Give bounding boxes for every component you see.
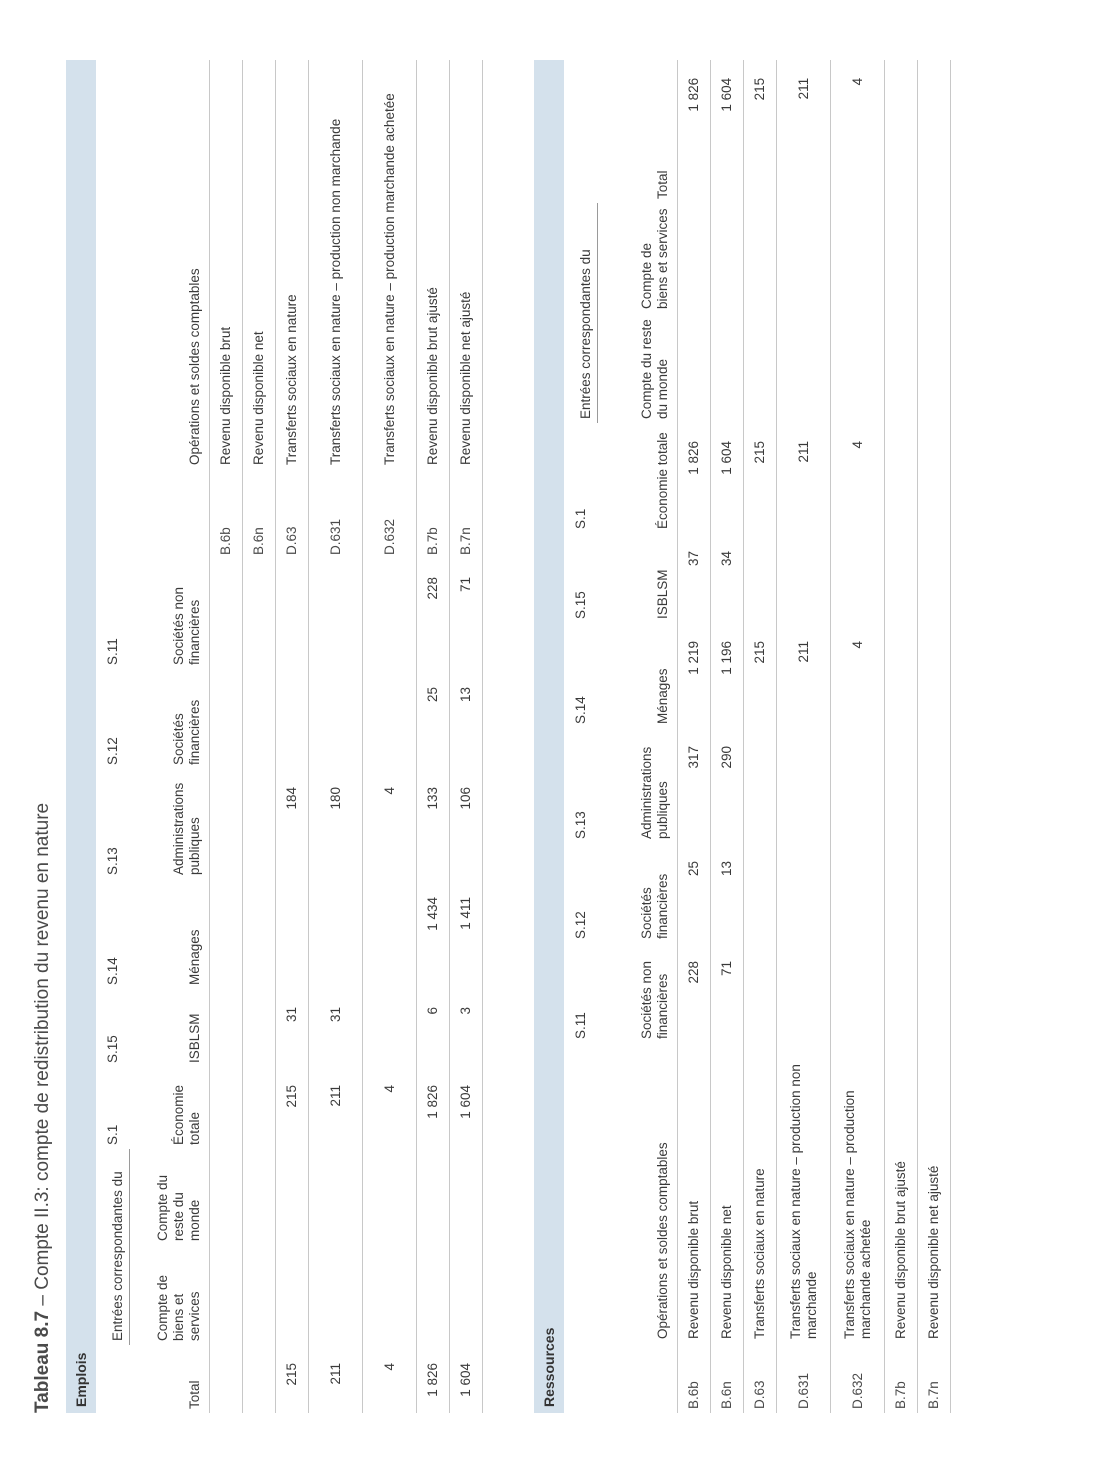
cell-label: Transferts sociaux en nature – production non marchande <box>309 60 363 469</box>
cell-label: Revenu disponible brut ajusté <box>417 60 450 469</box>
res-code-s15: S.15 <box>572 591 588 619</box>
cell-ecomon: 4 <box>831 423 885 533</box>
cell-apu: 184 <box>276 769 309 879</box>
col-economie-totale: Économie totale <box>130 1067 210 1149</box>
cell-snf <box>276 559 309 669</box>
cell-sf <box>918 843 951 943</box>
cell-sf <box>210 669 243 769</box>
cell-isblsm <box>777 533 831 623</box>
cell-isblsm <box>243 989 276 1067</box>
cell-label: Transferts sociaux en nature <box>276 60 309 469</box>
table-row <box>711 60 744 1413</box>
cell-men: 1 219 <box>678 623 711 728</box>
cell-sf <box>243 669 276 769</box>
table-row <box>309 60 363 1413</box>
cell-snf: 71 <box>711 943 744 1043</box>
cell-total <box>885 60 918 203</box>
cell-sf <box>276 669 309 769</box>
table-row <box>744 60 777 1413</box>
cell-ecomon: 1 826 <box>678 423 711 533</box>
cell-men <box>210 879 243 989</box>
cell-ecomon: 215 <box>744 423 777 533</box>
cell-label: Revenu disponible net ajusté <box>918 1043 951 1343</box>
cell-code: D.632 <box>831 1343 885 1413</box>
cell-apu: 317 <box>678 728 711 843</box>
cell-label: Revenu disponible brut <box>678 1043 711 1343</box>
res-col-apu: Administrations publiques <box>598 728 678 843</box>
cell-apu: 4 <box>363 769 417 879</box>
col-total: Total <box>130 1345 210 1413</box>
res-col-biens-services: Compte de biens et services <box>598 203 678 313</box>
code-s12: S.12 <box>104 737 120 765</box>
cell-label: Transferts sociaux en nature <box>744 1043 777 1343</box>
cell-label: Revenu disponible net ajusté <box>450 60 483 469</box>
cell-apu <box>831 728 885 843</box>
cell-label: Revenu disponible net <box>243 60 276 469</box>
cell-ecomon: 1 604 <box>450 1067 483 1149</box>
cell-total: 215 <box>276 1345 309 1413</box>
col-sf: Sociétés financières <box>130 669 210 769</box>
cell-apu: 133 <box>417 769 450 879</box>
cell-snf <box>243 559 276 669</box>
ressources-entries-label: Entrées correspondantes du <box>564 203 598 423</box>
col-isblsm: ISBLSM <box>130 989 210 1067</box>
cell-ecomon: 1 604 <box>711 423 744 533</box>
cell-code: B.6n <box>243 469 276 559</box>
cell-apu <box>243 769 276 879</box>
code-s13: S.13 <box>104 847 120 875</box>
cell-ecomon <box>918 423 951 533</box>
cell-sf: 25 <box>678 843 711 943</box>
cell-snf: 228 <box>678 943 711 1043</box>
cell-apu <box>918 728 951 843</box>
cell-code: B.6n <box>711 1343 744 1413</box>
cell-code: B.7b <box>885 1343 918 1413</box>
table-row <box>210 60 243 1413</box>
cell-apu <box>885 728 918 843</box>
cell-ecomon <box>210 1067 243 1149</box>
table-row <box>243 60 276 1413</box>
cell-apu: 106 <box>450 769 483 879</box>
cell-total <box>210 1345 243 1413</box>
res-col-snf: Sociétés non financières <box>598 943 678 1043</box>
code-s14: S.14 <box>104 957 120 985</box>
cell-men: 1 196 <box>711 623 744 728</box>
cell-code: D.631 <box>777 1343 831 1413</box>
cell-total: 211 <box>309 1345 363 1413</box>
res-code-s1: S.1 <box>572 508 588 529</box>
cell-isblsm <box>918 533 951 623</box>
cell-ecomon: 211 <box>309 1067 363 1149</box>
res-col-sf: Sociétés financières <box>598 843 678 943</box>
cell-snf: 228 <box>417 559 450 669</box>
cell-snf <box>885 943 918 1043</box>
cell-code: B.7b <box>417 469 450 559</box>
cell-snf <box>918 943 951 1043</box>
cell-sf <box>363 669 417 769</box>
table-row <box>276 60 309 1413</box>
cell-total <box>918 60 951 203</box>
cell-sf: 13 <box>711 843 744 943</box>
cell-code: D.631 <box>309 469 363 559</box>
res-code-s12: S.12 <box>572 911 588 939</box>
res-code-s11: S.11 <box>572 1012 588 1039</box>
cell-isblsm <box>885 533 918 623</box>
table-row <box>417 60 450 1413</box>
cell-total: 215 <box>744 60 777 203</box>
cell-label: Transferts sociaux en nature – production marchande achetée <box>363 60 417 469</box>
col-biens-services: Compte de biens et services <box>130 1245 210 1345</box>
cell-isblsm <box>210 989 243 1067</box>
cell-men <box>309 879 363 989</box>
cell-sf <box>744 843 777 943</box>
cell-men: 215 <box>744 623 777 728</box>
cell-label: Revenu disponible brut <box>210 60 243 469</box>
cell-men <box>243 879 276 989</box>
cell-snf <box>777 943 831 1043</box>
table-title: Tableau 8.7 – Compte II.3: compte de redistribution du revenu en nature <box>32 802 53 1413</box>
emplois-table <box>66 60 483 1413</box>
cell-apu <box>777 728 831 843</box>
cell-total: 1 826 <box>417 1345 450 1413</box>
cell-total <box>243 1345 276 1413</box>
cell-ecomon: 211 <box>777 423 831 533</box>
cell-sf <box>885 843 918 943</box>
col-reste-monde: Compte du reste du monde <box>130 1149 210 1245</box>
cell-snf <box>744 943 777 1043</box>
cell-men <box>885 623 918 728</box>
col-snf: Sociétés non financières <box>130 559 210 669</box>
res-col-total: Total <box>598 60 678 203</box>
cell-men: 211 <box>777 623 831 728</box>
cell-label: Transferts sociaux en nature – production non marchande <box>777 1043 831 1343</box>
cell-isblsm: 37 <box>678 533 711 623</box>
emplois-entries-label: Entrées correspondantes du <box>96 1149 130 1345</box>
table-row <box>777 60 831 1413</box>
cell-snf: 71 <box>450 559 483 669</box>
cell-code: D.63 <box>276 469 309 559</box>
res-col-isblsm: ISBLSM <box>598 533 678 623</box>
cell-sf <box>309 669 363 769</box>
cell-sf <box>831 843 885 943</box>
cell-code: B.7n <box>450 469 483 559</box>
col-menages: Ménages <box>130 879 210 989</box>
cell-total: 1 604 <box>711 60 744 203</box>
cell-code: D.632 <box>363 469 417 559</box>
cell-men <box>276 879 309 989</box>
table-row <box>450 60 483 1413</box>
cell-isblsm: 31 <box>276 989 309 1067</box>
ressources-table <box>534 60 951 1413</box>
cell-code: B.7n <box>918 1343 951 1413</box>
cell-snf <box>309 559 363 669</box>
cell-isblsm <box>744 533 777 623</box>
cell-ecomon <box>243 1067 276 1149</box>
res-col-operations: Opérations et soldes comptables <box>598 1043 678 1343</box>
cell-code: B.6b <box>210 469 243 559</box>
cell-code: B.6b <box>678 1343 711 1413</box>
res-col-menages: Ménages <box>598 623 678 728</box>
cell-total: 1 604 <box>450 1345 483 1413</box>
cell-label: Transferts sociaux en nature – production marchande achetée <box>831 1043 885 1343</box>
cell-apu <box>744 728 777 843</box>
cell-sf: 25 <box>417 669 450 769</box>
cell-isblsm <box>831 533 885 623</box>
cell-ecomon: 1 826 <box>417 1067 450 1149</box>
code-s15: S.15 <box>104 1035 120 1063</box>
cell-men <box>363 879 417 989</box>
cell-code: D.63 <box>744 1343 777 1413</box>
cell-ecomon: 215 <box>276 1067 309 1149</box>
cell-total: 1 826 <box>678 60 711 203</box>
table-row <box>678 60 711 1413</box>
cell-isblsm: 31 <box>309 989 363 1067</box>
cell-men <box>918 623 951 728</box>
table-row <box>918 60 951 1413</box>
cell-men: 1 434 <box>417 879 450 989</box>
cell-ecomon: 4 <box>363 1067 417 1149</box>
cell-apu <box>210 769 243 879</box>
ressources-band: Ressources <box>534 60 564 1413</box>
emplois-band: Emplois <box>66 60 96 1413</box>
cell-apu: 180 <box>309 769 363 879</box>
cell-total: 4 <box>831 60 885 203</box>
cell-snf <box>210 559 243 669</box>
cell-ecomon <box>885 423 918 533</box>
cell-total: 4 <box>363 1345 417 1413</box>
cell-total: 211 <box>777 60 831 203</box>
cell-men: 1 411 <box>450 879 483 989</box>
table-row <box>831 60 885 1413</box>
cell-sf <box>777 843 831 943</box>
cell-isblsm <box>363 989 417 1067</box>
cell-apu: 290 <box>711 728 744 843</box>
col-apu: Administrations publiques <box>130 769 210 879</box>
res-col-economie-totale: Économie totale <box>598 423 678 533</box>
cell-sf: 13 <box>450 669 483 769</box>
cell-snf <box>831 943 885 1043</box>
cell-isblsm: 34 <box>711 533 744 623</box>
res-code-s14: S.14 <box>572 696 588 724</box>
code-s1: S.1 <box>104 1124 120 1145</box>
res-code-s13: S.13 <box>572 811 588 839</box>
col-operations: Opérations et soldes comptables <box>130 60 210 469</box>
table-row <box>363 60 417 1413</box>
cell-men: 4 <box>831 623 885 728</box>
cell-isblsm: 3 <box>450 989 483 1067</box>
cell-label: Revenu disponible net <box>711 1043 744 1343</box>
cell-snf <box>363 559 417 669</box>
table-row <box>885 60 918 1413</box>
cell-label: Revenu disponible brut ajusté <box>885 1043 918 1343</box>
res-col-reste-monde: Compte du reste du monde <box>598 313 678 423</box>
cell-isblsm: 6 <box>417 989 450 1067</box>
code-s11: S.11 <box>104 638 120 665</box>
